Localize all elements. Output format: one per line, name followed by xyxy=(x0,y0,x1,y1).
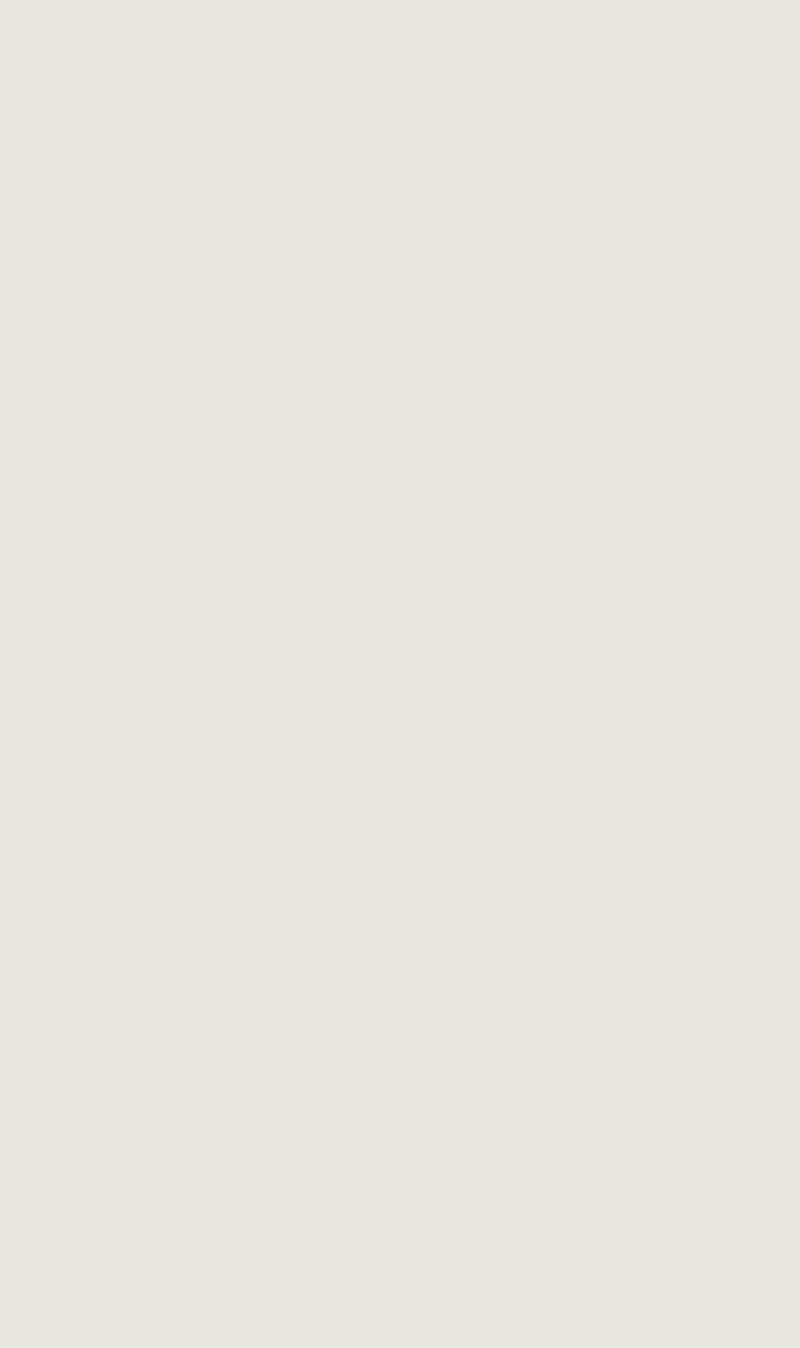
page-header xyxy=(108,110,732,138)
